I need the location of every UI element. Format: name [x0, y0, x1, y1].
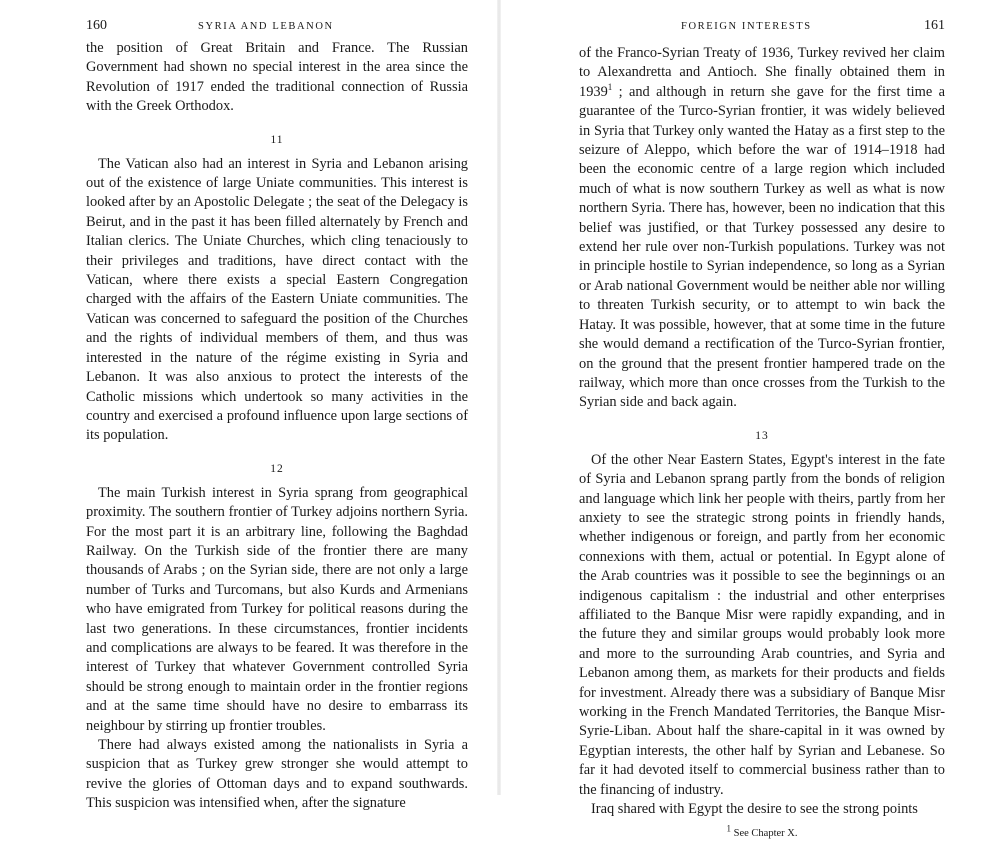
- footnote-text: See Chapter X.: [731, 828, 798, 840]
- running-title-right: FOREIGN INTERESTS: [681, 21, 812, 32]
- paragraph: There had always existed among the nationalists in Syria a suspicion that as Turkey grew stronger she would attempt to revive the glories of Ottoman days and to expand southwards. This suspicion was intensified when, after the signature: [86, 737, 468, 812]
- paragraph: [579, 44, 945, 413]
- paragraph: the position of Great Britain and France. The Russian Government had shown no special interest in the area since the Revolution of 1917 ended the traditional connection of Russia with the Greek Orthodox.: [86, 40, 468, 115]
- paragraph-text: of the Franco-Syrian Treaty of 1936, Turkey revived her claim to Alexandretta and Antioch. She finally obtained them in 1939: [579, 45, 945, 100]
- page-number-right: 161: [924, 18, 945, 33]
- paragraph: The main Turkish interest in Syria sprang from geographical proximity. The southern frontier of Turkey adjoins northern Syria. For the most part it is an arbitrary line, following the Baghdad Railway. On the Turkish side of the frontier there are many thousands of Arabs ; on the Syrian side, there are not only a large number of Turks and Turcomans, but also Kurds and Armenians who have emigrated from Turkey for political reasons during the last two generations. In these circumstances, frontier incidents and complications are always to be feared. It was therefore in the interest of Turkey that whatever Government controlled Syria should be strong enough to maintain order in the frontier regions and at the same time should have no desire to embarrass its neighbour by stirring up frontier troubles.: [86, 484, 468, 734]
- right-page: [499, 0, 998, 840]
- section-number: 12: [270, 462, 284, 475]
- footnote-mark: 1: [726, 823, 731, 834]
- footnote-reference: 1: [607, 82, 613, 93]
- footnote: [579, 823, 945, 841]
- running-title-left: SYRIA AND LEBANON: [198, 21, 334, 32]
- page-number-left: 160: [86, 18, 107, 33]
- paragraph: Of the other Near Eastern States, Egypt's interest in the fate of Syria and Lebanon sprang partly from the bonds of religion and language which link her people with theirs, partly from her anxiety to see the strategic strong points in friendly hands, whether indigenous or foreign, and partly from her economic connexions with them, actual or potential. In Egypt alone of the Arab countries was it possible to see the beginnings oı an indigenous capitalism : the industrial and other enterprises affiliated to the Banque Misr were rapidly expanding, and in the future they and similar groups would probably look more and more to the surrounding Arab countries, and Syria and Lebanon among them, as markets for their products and fields for investment. Already there was a subsidiary of Banque Misr working in the French Mandated Territories, the Banque Misr-Syrie-Liban. About half the share-capital in it was owned by Egyptian interests, the other half by Syrian and Lebanese. So far it had devoted itself to commercial business rather than to the financing of industry.: [579, 451, 945, 798]
- left-page-body: [86, 39, 468, 814]
- paragraph-text: ; and although in return she gave for the first time a guarantee of the Turco-Syrian frontier, it was widely believed in Syria that Turkey only wanted the Hatay as a first step to the seizure of Aleppo, which before the war of 1914–1918 had been the economic centre of a large region which included much of what is now southern Turkey as well as what is now northern Syria. There has, however, been no indication that this belief was justified, or that Turkey possessed any desire to extend her rule over non-Turkish populations. Turkey was not in principle hostile to Syrian independence, so long as a Syrian or Arab national Government would be neither able nor willing to threaten Turkish security, or to attempt to win back the Hatay. It was possible, however, that at some time in the future she would demand a rectification of the Turco-Syrian frontier, on the ground that the present frontier hampered trade on the railway, which more than once crosses from the Turkish to the Syrian side and back again.: [579, 83, 945, 411]
- right-page-body: [579, 44, 945, 841]
- section-number: 13: [755, 429, 769, 442]
- paragraph: Iraq shared with Egypt the desire to see the strong points: [591, 801, 918, 818]
- section-number: 11: [270, 133, 284, 146]
- left-page: [0, 0, 499, 812]
- paragraph: The Vatican also had an interest in Syria and Lebanon arising out of the existence of large Uniate communities. This interest is looked after by an Apostolic Delegate ; the seat of the Delegacy is Beirut, and in the past it has been filled alternately by French and Italian clerics. The Uniate Churches, which cling tenaciously to their privileges and traditions, have direct contact with the Vatican, where there exists a special Eastern Congregation charged with the affairs of the Eastern Uniate communities. The Vatican was concerned to safeguard the position of the Churches and the rights of individual members of them, and thus was interested in the nature of the régime existing in Syria and Lebanon. It was also anxious to protect the interests of the Catholic missions which undertook so many activities in the country and exercised a profound influence upon large sections of its population.: [86, 155, 468, 444]
